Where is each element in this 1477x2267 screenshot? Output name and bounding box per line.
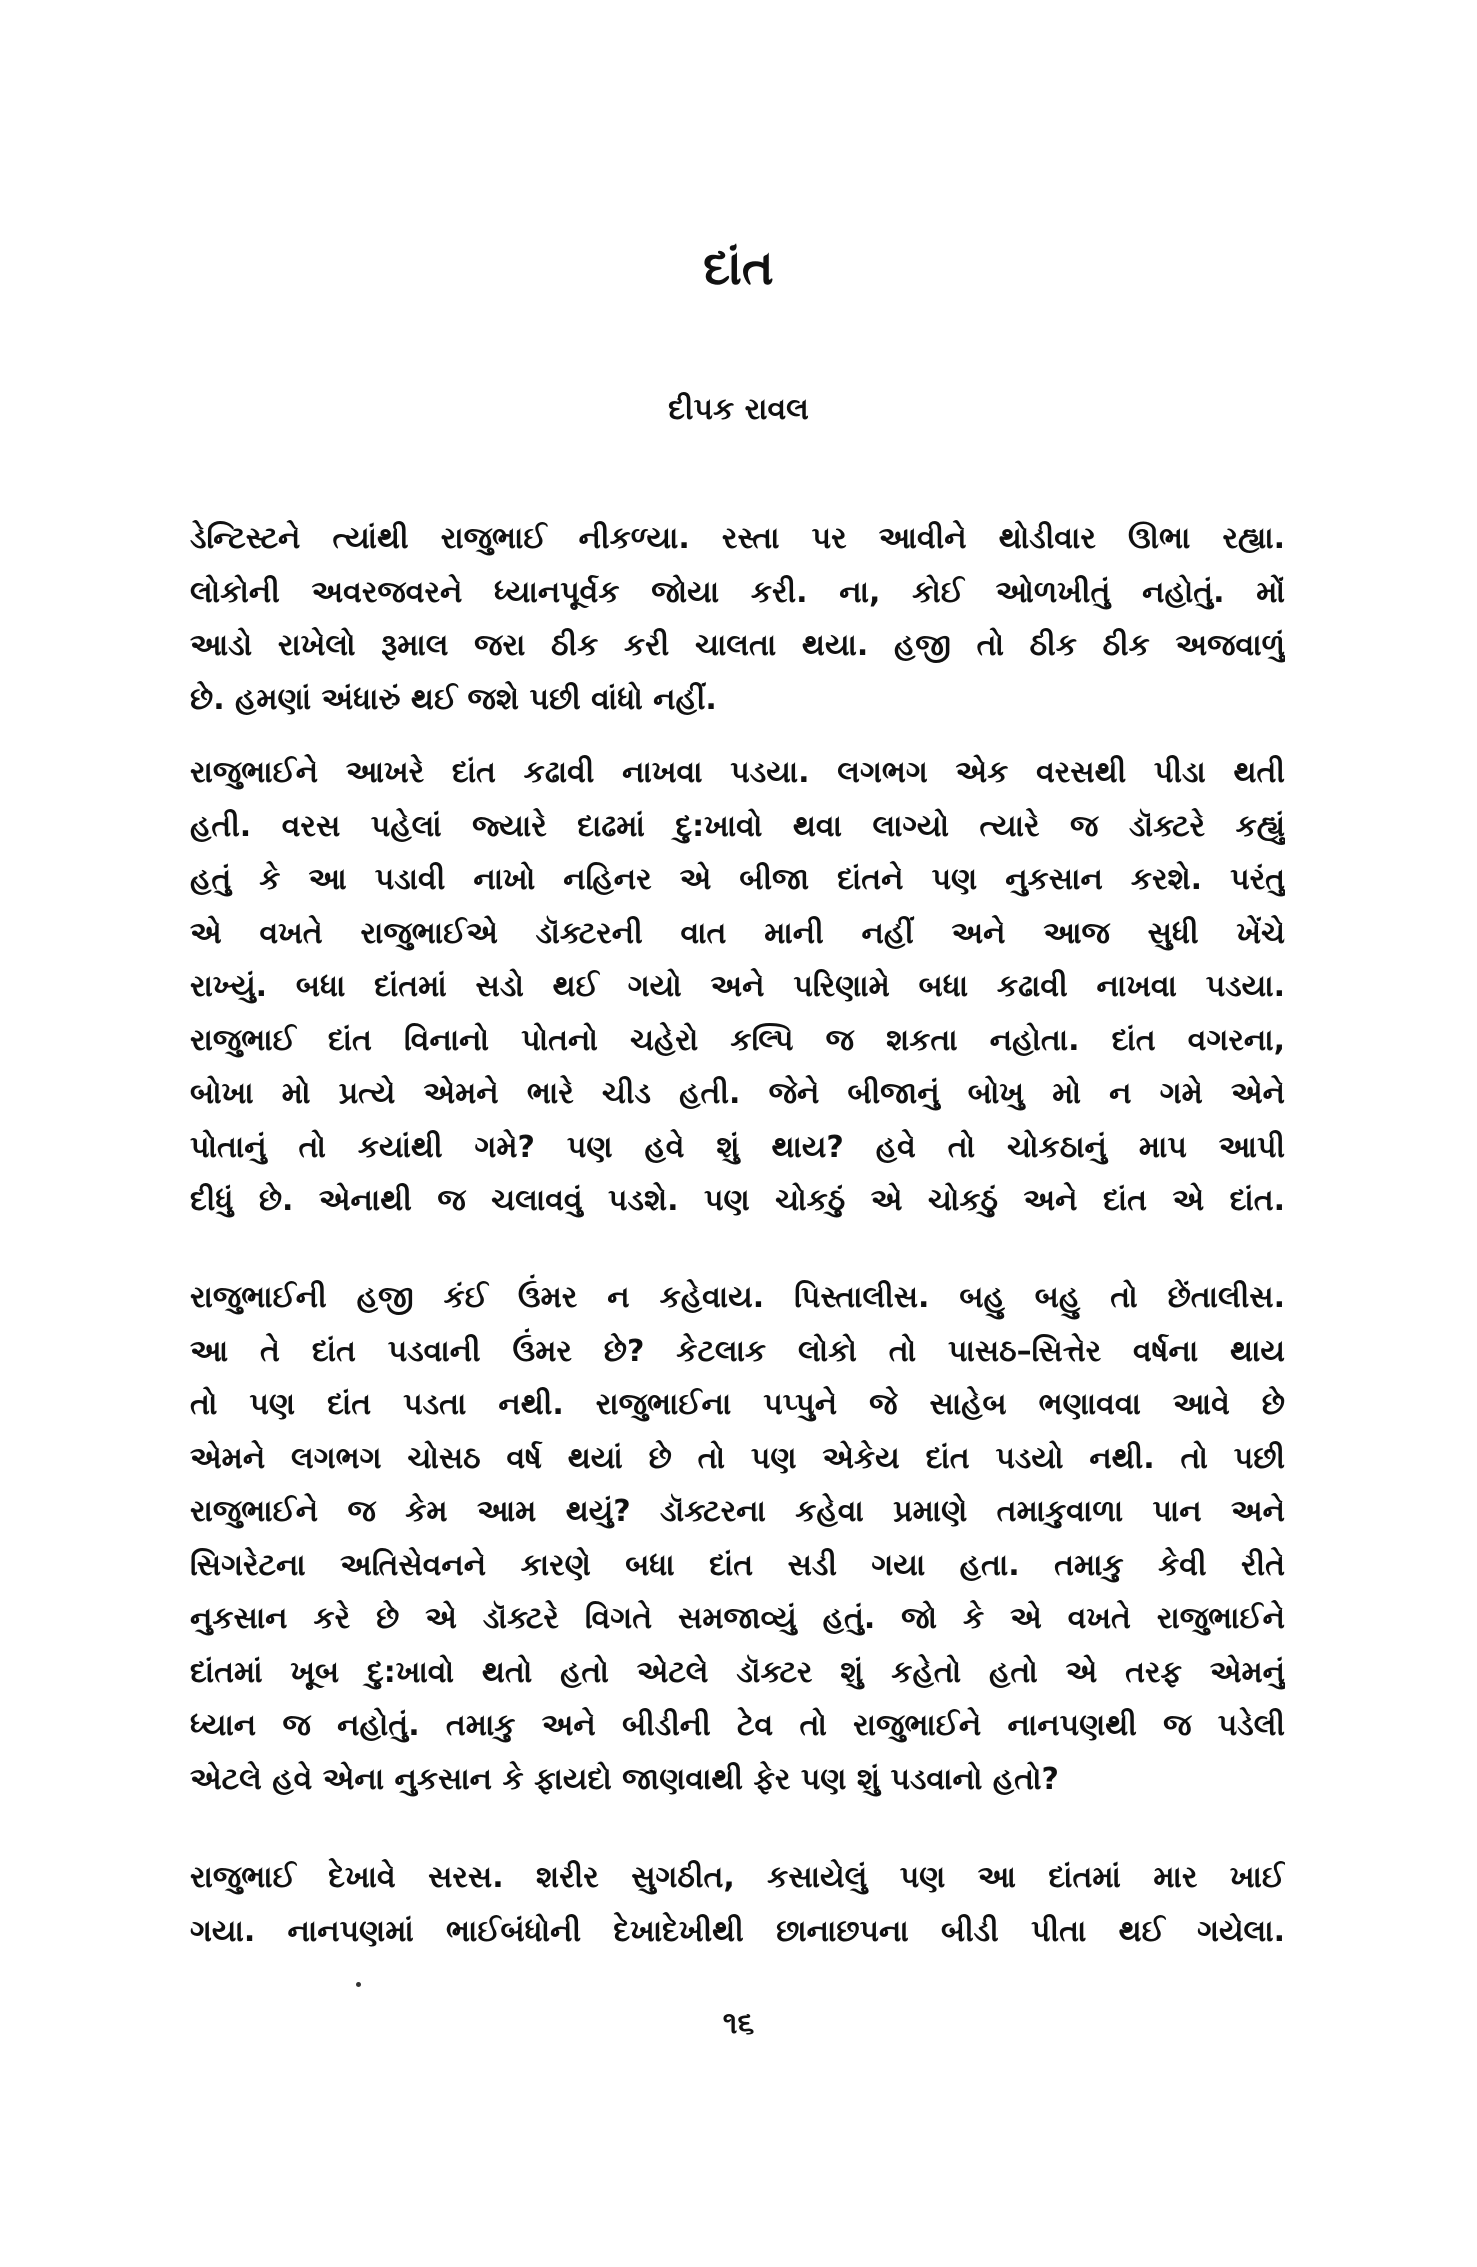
text-line: હતું કે આ પડાવી નાખો નહિનર એ બીજા દાંતને પણ નુકસાન કરશે. પરંતુ xyxy=(190,862,1285,897)
text-line: રાજુભાઈને જ કેમ આમ થયું? ડૉક્ટરના કહેવા પ્રમાણે તમાકુવાળા પાન અને xyxy=(190,1494,1285,1529)
text-line: રાજુભાઈ દાંત વિનાનો પોતનો ચહેરો કલ્પિ જ શકતા નહોતા. દાંત વગરના, xyxy=(190,1022,1285,1058)
page-title: દાંત xyxy=(703,240,774,296)
text-line: ડેન્ટિસ્ટને ત્યાંથી રાજુભાઈ નીકળ્યા. રસ્તા પર આવીને થોડીવાર ઊભા રહ્યા. xyxy=(190,521,1285,556)
paragraph-2 xyxy=(190,746,1285,1228)
text-line: છે. હમણાં અંધારું થઈ જશે પછી વાંધો નહીં. xyxy=(190,681,717,717)
text-line: નુકસાન કરે છે એ ડૉક્ટરે વિગતે સમજાવ્યું હતું. જો કે એ વખતે રાજુભાઈને xyxy=(190,1601,1285,1636)
text-line: ધ્યાન જ નહોતું. તમાકુ અને બીડીની ટેવ તો રાજુભાઈને નાનપણથી જ પડેલી xyxy=(190,1708,1285,1743)
text-line: બોખા મો પ્રત્યે એમને ભારે ચીડ હતી. જેને બીજાનું બોખુ મો ન ગમે એને xyxy=(190,1076,1285,1111)
paragraph-3 xyxy=(190,1271,1285,1806)
stray-mark xyxy=(356,1982,361,1987)
text-line: એમને લગભગ ચોસઠ વર્ષ થયાં છે તો પણ એકેય દાંત પડયો નથી. તો પછી xyxy=(190,1440,1285,1476)
page-number: ૧૬ xyxy=(722,2006,755,2041)
text-line: લોકોની અવરજવરને ધ્યાનપૂર્વક જોયા કરી. ના, કોઈ ઓળખીતું નહોતું. મોં xyxy=(190,574,1285,610)
text-line: હતી. વરસ પહેલાં જ્યારે દાઢમાં દુ:ખાવો થવા લાગ્યો ત્યારે જ ડૉક્ટરે કહ્યું xyxy=(190,808,1285,844)
paragraph-1 xyxy=(190,512,1285,726)
text-line: ગયા. નાનપણમાં ભાઈબંધોની દેખાદેખીથી છાનાછપના બીડી પીતા થઈ ગયેલા. xyxy=(190,1913,1285,1949)
author-name: દીપક રાવલ xyxy=(668,392,809,427)
text-line: દાંતમાં ખૂબ દુ:ખાવો થતો હતો એટલે ડૉક્ટર શું કહેતો હતો એ તરફ એમનું xyxy=(190,1654,1285,1690)
text-line: એટલે હવે એના નુકસાન કે ફાયદો જાણવાથી ફેર પણ શું પડવાનો હતો? xyxy=(190,1761,1059,1797)
text-line: દીધું છે. એનાથી જ ચલાવવું પડશે. પણ ચોકઠું એ ચોકઠું અને દાંત એ દાંત. xyxy=(190,1183,1285,1218)
text-line: તો પણ દાંત પડતા નથી. રાજુભાઈના પપ્પુને જે સાહેબ ભણાવવા આવે છે xyxy=(190,1387,1285,1422)
text-line: સિગરેટના અતિસેવનને કારણે બધા દાંત સડી ગયા હતા. તમાકુ કેવી રીતે xyxy=(190,1547,1285,1583)
text-line: રાજુભાઈ દેખાવે સરસ. શરીર સુગઠીત, કસાયેલું પણ આ દાંતમાં માર ખાઈ xyxy=(190,1860,1285,1895)
text-line: પોતાનું તો કયાંથી ગમે? પણ હવે શું થાય? હવે તો ચોકઠાનું માપ આપી xyxy=(190,1129,1285,1165)
text-line: રાખ્યું. બધા દાંતમાં સડો થઈ ગયો અને પરિણામે બધા કઢાવી નાખવા પડયા. xyxy=(190,969,1285,1004)
paragraph-4 xyxy=(190,1851,1285,1958)
text-line: રાજુભાઈની હજી કંઈ ઉંમર ન કહેવાય. પિસ્તાલીસ. બહુ બહુ તો છેંતાલીસ. xyxy=(190,1280,1285,1315)
text-line: એ વખતે રાજુભાઈએ ડૉક્ટરની વાત માની નહીં અને આજ સુધી ખેંચે xyxy=(190,915,1285,951)
text-line: આડો રાખેલો રૂમાલ જરા ઠીક કરી ચાલતા થયા. હજી તો ઠીક ઠીક અજવાળું xyxy=(190,628,1285,663)
text-line: રાજુભાઈને આખરે દાંત કઢાવી નાખવા પડયા. લગભગ એક વરસથી પીડા થતી xyxy=(190,755,1285,790)
text-line: આ તે દાંત પડવાની ઉંમર છે? કેટલાક લોકો તો પાસઠ–સિત્તેર વર્ષના થાય xyxy=(190,1333,1285,1369)
